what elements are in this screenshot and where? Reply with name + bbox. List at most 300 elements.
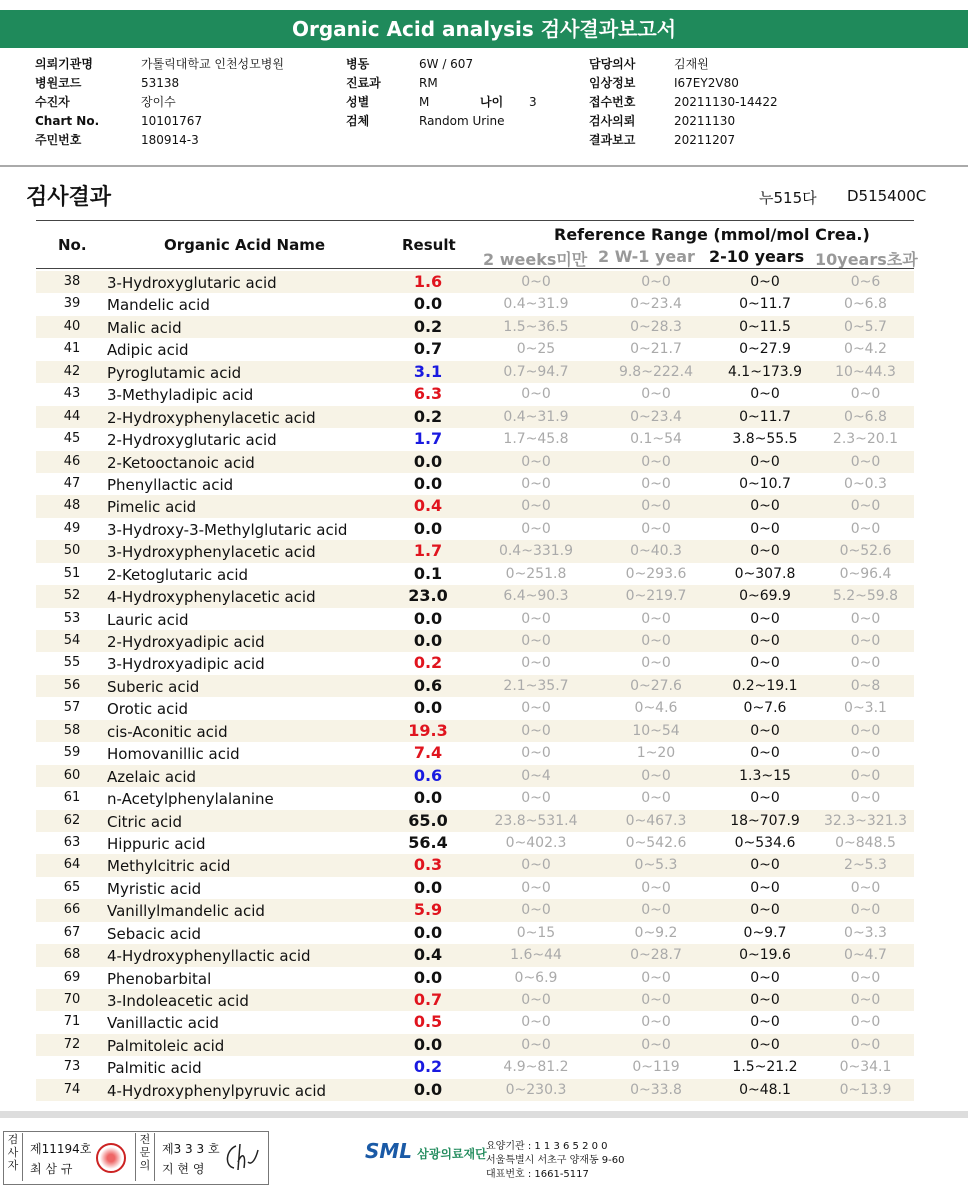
divider (22, 1133, 23, 1181)
ref-over-10y: 0~848.5 (835, 834, 896, 851)
ref-2-weeks: 0~0 (521, 274, 551, 290)
table-row (36, 1034, 914, 1056)
result-value: 19.3 (408, 720, 448, 740)
row-number: 58 (63, 722, 81, 738)
table-row (36, 967, 914, 989)
info-label: 검체 (346, 114, 370, 128)
ref-2-10y: 0~0 (750, 520, 780, 537)
divider (135, 1133, 136, 1181)
info-row (346, 74, 505, 93)
row-number: 69 (63, 969, 81, 985)
ref-over-10y: 10~44.3 (835, 363, 896, 380)
ref-over-10y: 0~52.6 (839, 543, 892, 560)
table-row (36, 810, 914, 832)
tester-name: 최 삼 규 (30, 1162, 73, 1176)
ref-2-weeks: 1.5~36.5 (503, 318, 569, 335)
acid-name: Orotic acid (107, 700, 189, 719)
ref-over-10y: 0~0 (850, 790, 881, 807)
table-row (36, 293, 914, 315)
vertical-char: 의 (139, 1159, 151, 1172)
acid-name: 3-Hydroxyglutaric acid (107, 274, 277, 292)
row-number: 46 (63, 453, 81, 469)
result-value: 0.0 (413, 451, 443, 471)
table-row (36, 1056, 914, 1078)
ref-2w-1y: 0~0 (641, 520, 671, 537)
row-number: 54 (63, 633, 81, 648)
result-value: 0.0 (413, 922, 443, 942)
ref-2w-1y: 0~21.7 (630, 341, 682, 358)
row-number: 38 (63, 274, 81, 289)
result-value: 0.4 (413, 496, 443, 516)
ref-over-10y: 0~0 (850, 633, 881, 649)
ref-2w-1y: 0~0 (641, 386, 671, 403)
ref-over-10y: 0~0 (850, 745, 881, 762)
ref-2-weeks: 0~0 (521, 790, 551, 807)
section-title: 검사결과 (26, 185, 112, 210)
acid-name: Palmitoleic acid (107, 1036, 225, 1055)
header-ref-col-4: 10years초과 (815, 250, 918, 269)
ref-2-10y: 0~48.1 (739, 1081, 791, 1098)
tester-vertical-label (6, 1133, 20, 1172)
table-row (36, 473, 914, 495)
info-value: 20211130-14422 (674, 95, 778, 109)
info-value: Random Urine (419, 114, 505, 128)
ref-2w-1y: 0~23.4 (630, 408, 682, 425)
row-number: 65 (63, 879, 81, 895)
info-row (589, 93, 778, 112)
vertical-char: 사 (7, 1146, 19, 1159)
ref-2w-1y: 0~9.2 (634, 924, 678, 941)
result-value: 0.2 (413, 653, 443, 673)
table-row (36, 630, 914, 652)
result-value: 0.0 (413, 294, 443, 314)
ref-2-weeks: 0.4~331.9 (498, 543, 574, 560)
ref-2-weeks: 0~230.3 (505, 1081, 567, 1098)
table-row (36, 832, 914, 854)
acid-name: Lauric acid (107, 610, 189, 629)
ref-2-10y: 4.1~173.9 (727, 363, 803, 380)
acid-name: n-Acetylphenylalanine (107, 790, 274, 809)
header-reference-range: Reference Range (mmol/mol Crea.) (554, 225, 870, 244)
ref-2-weeks: 0~0 (521, 1036, 551, 1053)
ref-2w-1y: 0~0 (641, 1014, 671, 1031)
ref-2-10y: 0~19.6 (739, 947, 791, 964)
acid-name: Hippuric acid (107, 834, 206, 853)
ref-2-weeks: 0~6.9 (514, 969, 558, 986)
row-number: 52 (63, 588, 81, 604)
table-row (36, 697, 914, 719)
info-label: 진료과 (346, 76, 381, 90)
acid-name: 4-Hydroxyphenylacetic acid (107, 588, 316, 607)
acid-name: 4-Hydroxyphenylpyruvic acid (107, 1081, 327, 1100)
lab-code: 요양기관 : 1 1 3 6 5 2 0 0 (486, 1141, 608, 1152)
row-number: 64 (63, 857, 81, 873)
info-row (346, 55, 505, 74)
acid-name: 3-Methyladipic acid (107, 386, 254, 405)
ref-2w-1y: 0~28.7 (630, 947, 682, 964)
ref-2w-1y: 0~0 (641, 1036, 671, 1053)
ref-2w-1y: 0~0 (641, 790, 671, 807)
ref-2-10y: 0~69.9 (739, 588, 791, 605)
result-value: 0.2 (413, 1057, 443, 1077)
ref-over-10y: 0~4.2 (844, 341, 887, 358)
ref-2-weeks: 0.4~31.9 (503, 296, 569, 313)
ref-2-weeks: 0~0 (521, 700, 551, 717)
lab-phone: 대표번호 : 1661-5117 (486, 1169, 589, 1180)
result-value: 0.7 (413, 339, 443, 359)
row-number: 66 (63, 902, 81, 918)
result-value: 56.4 (408, 832, 448, 852)
result-value: 0.0 (413, 473, 443, 493)
ref-over-10y: 0~4.7 (844, 947, 887, 964)
ref-2w-1y: 0~0 (641, 475, 671, 492)
result-value: 0.3 (413, 855, 443, 875)
vertical-char: 자 (7, 1159, 19, 1172)
ref-over-10y: 0~6.8 (844, 296, 887, 313)
table-top-rule (36, 220, 914, 221)
results-table (36, 271, 914, 1101)
acid-name: Pyroglutamic acid (107, 363, 242, 382)
acid-name: 3-Indoleacetic acid (107, 992, 249, 1010)
row-number: 68 (63, 947, 81, 963)
tester-license-no: 제11194호 (30, 1142, 92, 1156)
ref-over-10y: 0~0 (850, 879, 881, 896)
result-value: 0.0 (413, 1079, 443, 1099)
ref-2-10y: 0~10.7 (739, 475, 791, 492)
info-value: I67EY2V80 (674, 76, 739, 90)
ref-over-10y: 0~0.3 (844, 475, 887, 492)
acid-name: Sebacic acid (107, 924, 202, 943)
ref-2w-1y: 0~23.4 (630, 296, 682, 313)
result-value: 0.6 (413, 765, 443, 785)
acid-name: Phenobarbital (107, 969, 212, 988)
info-label: 병원코드 (35, 76, 82, 90)
ref-2w-1y: 0~4.6 (634, 700, 678, 717)
ref-2-10y: 0~9.7 (743, 924, 787, 941)
ref-over-10y: 0~0 (850, 767, 881, 784)
row-number: 48 (63, 498, 81, 514)
table-row (36, 428, 914, 450)
bottom-band (0, 1111, 968, 1118)
ref-over-10y: 0~3.1 (844, 700, 887, 717)
result-value: 0.0 (413, 608, 443, 628)
info-value: 53138 (141, 76, 180, 90)
ref-2-10y: 0~27.9 (739, 341, 791, 358)
acid-name: 2-Ketoglutaric acid (107, 565, 249, 584)
table-row (36, 787, 914, 809)
ref-2w-1y: 0~0 (641, 902, 671, 919)
table-row (36, 899, 914, 921)
info-row (35, 74, 284, 93)
ref-2-weeks: 0~15 (516, 924, 556, 941)
ref-2-10y: 0~0 (750, 453, 780, 470)
ref-2-10y: 1.5~21.2 (732, 1059, 798, 1076)
ref-over-10y: 0~0 (850, 610, 881, 627)
ref-over-10y: 0~8 (850, 677, 881, 694)
ref-2-10y: 0~0 (750, 969, 780, 986)
ref-2w-1y: 0~0 (641, 498, 671, 515)
result-value: 0.2 (413, 316, 443, 336)
ref-2-weeks: 0~0 (521, 475, 551, 492)
ref-2w-1y: 0~0 (641, 655, 671, 672)
ref-2-10y: 0~0 (750, 274, 780, 290)
vertical-char: 전 (139, 1133, 151, 1146)
row-number: 67 (63, 924, 81, 940)
ref-2-weeks: 0~0 (521, 610, 551, 627)
ref-over-10y: 0~96.4 (839, 565, 892, 582)
ref-2-weeks: 0~0 (521, 722, 551, 739)
ref-2w-1y: 0~0 (641, 767, 671, 784)
acid-name: 3-Hydroxy-3-Methylglutaric acid (107, 520, 348, 539)
ref-2-10y: 0~0 (750, 745, 780, 762)
ref-2-10y: 3.8~55.5 (732, 431, 798, 448)
result-value: 5.9 (413, 900, 443, 920)
result-value: 0.4 (413, 945, 443, 965)
table-row (36, 742, 914, 764)
ref-2w-1y: 10~54 (632, 722, 680, 739)
ref-2-10y: 0.2~19.1 (732, 677, 798, 694)
ref-2-10y: 0~0 (750, 857, 780, 874)
acid-name: 4-Hydroxyphenyllactic acid (107, 947, 311, 966)
ref-2-weeks: 0~251.8 (505, 565, 567, 582)
ref-2-10y: 0~0 (750, 610, 780, 627)
age-field (480, 93, 537, 110)
ref-2-10y: 0~7.6 (743, 700, 787, 717)
row-number: 43 (63, 386, 81, 402)
ref-2-10y: 0~11.7 (739, 408, 791, 425)
ref-2w-1y: 9.8~222.4 (618, 363, 694, 380)
ref-over-10y: 0~6 (850, 274, 881, 290)
row-number: 40 (63, 318, 81, 334)
acid-name: Palmitic acid (107, 1059, 202, 1078)
table-row (36, 652, 914, 674)
table-row (36, 854, 914, 876)
ref-2-10y: 0~0 (750, 1036, 780, 1053)
ref-2-weeks: 0~0 (521, 498, 551, 515)
row-number: 73 (63, 1059, 81, 1075)
acid-name: Adipic acid (107, 341, 189, 360)
row-number: 59 (63, 745, 81, 761)
ref-2w-1y: 1~20 (636, 745, 676, 762)
ref-2-10y: 0~11.7 (739, 296, 791, 313)
info-column-1 (35, 55, 284, 150)
info-row (35, 55, 284, 74)
vertical-char: 문 (139, 1146, 151, 1159)
result-value: 0.0 (413, 518, 443, 538)
ref-2-weeks: 4.9~81.2 (503, 1059, 569, 1076)
divider (154, 1133, 155, 1181)
table-row (36, 675, 914, 697)
table-row (36, 383, 914, 405)
result-value: 0.5 (413, 1012, 443, 1032)
acid-name: Vanillactic acid (107, 1014, 219, 1033)
ref-2-weeks: 0~25 (516, 341, 556, 358)
info-label: 수진자 (35, 95, 70, 109)
ref-over-10y: 2.3~20.1 (832, 431, 899, 448)
table-header-rule (36, 268, 914, 269)
header-ref-col-2: 2 W-1 year (598, 247, 695, 266)
header-divider (0, 165, 968, 167)
info-label: 성별 (346, 95, 370, 109)
result-value: 7.4 (413, 743, 443, 763)
row-number: 71 (63, 1014, 81, 1030)
ref-2-10y: 0~0 (750, 386, 780, 403)
row-number: 39 (63, 296, 81, 312)
acid-name: Mandelic acid (107, 296, 210, 315)
result-value: 6.3 (413, 384, 443, 404)
table-row (36, 563, 914, 585)
info-value: 6W / 607 (419, 57, 474, 71)
section-code-2: D515400C (847, 187, 927, 205)
info-row (589, 131, 778, 150)
table-row (36, 316, 914, 338)
row-number: 62 (63, 812, 81, 828)
ref-2-10y: 0~0 (750, 722, 780, 739)
ref-2w-1y: 0~0 (641, 274, 671, 290)
ref-2-weeks: 0~0 (521, 879, 551, 896)
table-row (36, 1079, 914, 1101)
acid-name: cis-Aconitic acid (107, 722, 228, 741)
table-row (36, 1011, 914, 1033)
result-value: 0.0 (413, 1034, 443, 1054)
ref-2-weeks: 0.4~31.9 (503, 408, 569, 425)
ref-2-10y: 0~0 (750, 633, 780, 649)
row-number: 70 (63, 992, 81, 1007)
ref-2w-1y: 0~0 (641, 969, 671, 986)
row-number: 56 (63, 677, 81, 693)
acid-name: Suberic acid (107, 677, 200, 696)
ref-2-10y: 0~0 (750, 655, 780, 672)
signature-icon (222, 1140, 262, 1174)
result-value: 0.0 (413, 877, 443, 897)
specialist-license-no: 제3 3 3 호 (162, 1142, 220, 1156)
ref-over-10y: 0~0 (850, 1014, 881, 1031)
ref-2-weeks: 23.8~531.4 (494, 812, 578, 829)
ref-2w-1y: 0~293.6 (625, 565, 687, 582)
ref-2w-1y: 0~119 (632, 1059, 680, 1076)
header-ref-col-3: 2-10 years (709, 247, 805, 266)
result-value: 0.7 (413, 990, 443, 1009)
ref-over-10y: 0~13.9 (839, 1081, 892, 1098)
ref-2-weeks: 0~4 (521, 767, 551, 784)
ref-over-10y: 0~0 (850, 992, 881, 1008)
acid-name: 2-Hydroxyglutaric acid (107, 431, 277, 450)
ref-2w-1y: 0~28.3 (630, 318, 682, 335)
ref-2w-1y: 0~219.7 (625, 588, 687, 605)
specialist-vertical-label (138, 1133, 152, 1172)
ref-over-10y: 32.3~321.3 (824, 812, 907, 829)
row-number: 57 (63, 700, 81, 716)
table-row (36, 765, 914, 787)
table-row (36, 720, 914, 742)
table-row (36, 451, 914, 473)
ref-2-weeks: 0~0 (521, 633, 551, 649)
row-number: 50 (63, 543, 81, 559)
row-number: 53 (63, 610, 81, 626)
ref-2-weeks: 0~0 (521, 745, 551, 762)
result-value: 0.0 (413, 631, 443, 650)
acid-name: 3-Hydroxyadipic acid (107, 655, 265, 674)
ref-over-10y: 0~0 (850, 386, 881, 403)
ref-2w-1y: 0~0 (641, 633, 671, 649)
row-number: 45 (63, 431, 81, 447)
info-row (589, 112, 778, 131)
ref-2-weeks: 0~402.3 (505, 834, 567, 851)
ref-over-10y: 0~6.8 (844, 408, 887, 425)
header-ref-col-1: 2 weeks미만 (483, 250, 588, 269)
ref-2-10y: 0~0 (750, 879, 780, 896)
ref-over-10y: 0~3.3 (844, 924, 887, 941)
ref-2-weeks: 0~0 (521, 902, 551, 919)
info-value: 장이수 (141, 95, 176, 109)
result-value: 3.1 (413, 361, 443, 381)
table-row (36, 944, 914, 966)
ref-2-10y: 0~534.6 (734, 834, 796, 851)
table-row (36, 877, 914, 899)
result-value: 1.7 (413, 541, 443, 561)
ref-2-weeks: 0~0 (521, 992, 551, 1008)
acid-name: Azelaic acid (107, 767, 197, 786)
info-row (589, 55, 778, 74)
ref-2-weeks: 0~0 (521, 1014, 551, 1031)
result-value: 0.0 (413, 967, 443, 987)
result-value: 0.0 (413, 788, 443, 808)
result-value: 0.1 (413, 563, 443, 583)
result-value: 1.7 (413, 429, 443, 449)
section-code-1: 누515다 (759, 189, 817, 207)
table-row (36, 585, 914, 607)
ref-2-10y: 0~0 (750, 790, 780, 807)
ref-2w-1y: 0~542.6 (625, 834, 687, 851)
ref-over-10y: 0~0 (850, 969, 881, 986)
ref-2-weeks: 1.6~44 (510, 947, 562, 964)
sml-logo (365, 1139, 487, 1163)
table-row (36, 495, 914, 517)
info-row (35, 93, 284, 112)
result-value: 0.6 (413, 675, 443, 695)
acid-name: 2-Hydroxyphenylacetic acid (107, 408, 316, 427)
ref-2w-1y: 0~27.6 (630, 677, 682, 694)
acid-name: Methylcitric acid (107, 857, 231, 876)
ref-2w-1y: 0~0 (641, 453, 671, 470)
ref-over-10y: 2~5.3 (844, 857, 887, 874)
ref-2-10y: 18~707.9 (730, 812, 800, 829)
age-value: 3 (529, 95, 537, 109)
row-number: 72 (63, 1036, 81, 1052)
ref-2w-1y: 0.1~54 (630, 431, 682, 448)
row-number: 61 (63, 790, 81, 806)
ref-over-10y: 0~0 (850, 1036, 881, 1053)
info-row (35, 131, 284, 150)
info-value: RM (419, 76, 438, 90)
acid-name: Myristic acid (107, 879, 202, 898)
ref-2w-1y: 0~0 (641, 879, 671, 896)
vertical-char: 검 (7, 1133, 19, 1146)
ref-over-10y: 0~0 (850, 498, 881, 515)
row-number: 42 (63, 363, 81, 379)
row-number: 63 (63, 834, 81, 850)
info-label: 결과보고 (589, 133, 636, 147)
table-row (36, 271, 914, 293)
row-number: 41 (63, 341, 81, 357)
table-row (36, 608, 914, 630)
acid-name: Phenyllactic acid (107, 475, 234, 494)
acid-name: Pimelic acid (107, 498, 197, 517)
acid-name: Vanillylmandelic acid (107, 902, 265, 921)
table-row (36, 518, 914, 540)
table-row (36, 361, 914, 383)
acid-name: Malic acid (107, 318, 182, 337)
